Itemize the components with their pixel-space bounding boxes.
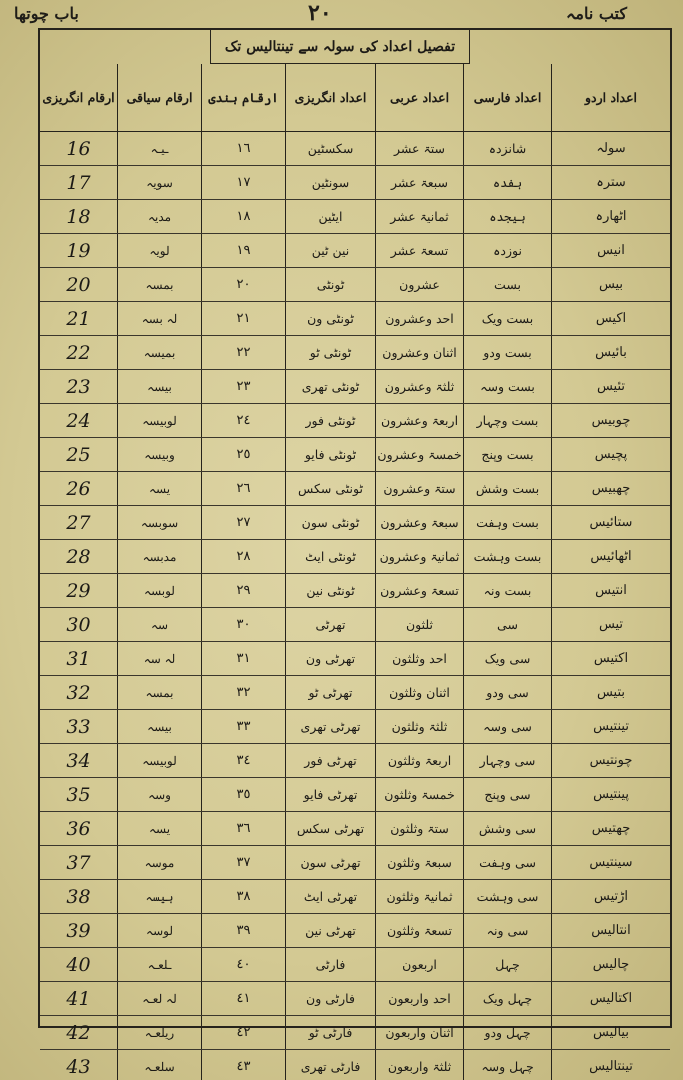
arabic-word-cell: تسعۃ عشر bbox=[376, 234, 464, 267]
hindi-numeral-cell: ٣٢ bbox=[202, 676, 286, 709]
arabic-word-cell: اثنان واربعون bbox=[376, 1016, 464, 1049]
hindi-numeral-cell: ٤٣ bbox=[202, 1050, 286, 1080]
siyaq-numeral-cell: بیسہ bbox=[118, 710, 202, 743]
hindi-numeral-cell: ٢٩ bbox=[202, 574, 286, 607]
english-word-cell: ٹونٹی فایو bbox=[286, 438, 376, 471]
arabic-word-cell: خمسۃ وثلثون bbox=[376, 778, 464, 811]
hindi-numeral-cell: ٣٦ bbox=[202, 812, 286, 845]
column-header-urdu-words: اعداد اردو bbox=[585, 90, 637, 105]
column-header-english-numerals: ارقام انگریزی bbox=[40, 64, 118, 131]
hindi-numeral-cell: ٢٢ bbox=[202, 336, 286, 369]
farsi-word-cell: سی وشش bbox=[464, 812, 552, 845]
english-numeral-cell: 17 bbox=[40, 166, 118, 199]
siyaq-numeral-cell: بمسہ bbox=[118, 676, 202, 709]
urdu-word-cell: چونتیس bbox=[589, 753, 633, 768]
urdu-word-cell: اکتالیس bbox=[589, 991, 633, 1006]
urdu-word-cell: بائیس bbox=[595, 345, 627, 360]
farsi-word-cell: سی ویک bbox=[464, 642, 552, 675]
siyaq-numeral-cell: لوبیسہ bbox=[118, 744, 202, 777]
urdu-word-cell: انیس bbox=[597, 243, 625, 258]
arabic-word-cell: اثنان وعشرون bbox=[376, 336, 464, 369]
table-row bbox=[40, 608, 670, 642]
siyaq-numeral-cell: لوبیسہ bbox=[118, 404, 202, 437]
siyaq-numeral-cell: ریلعـہ bbox=[118, 1016, 202, 1049]
urdu-word-cell: پچیس bbox=[594, 447, 628, 462]
arabic-word-cell: احد واربعون bbox=[376, 982, 464, 1015]
urdu-word-cell: تیس bbox=[598, 617, 624, 632]
table-body bbox=[40, 132, 670, 1080]
english-word-cell: فارٹی ٹو bbox=[286, 1016, 376, 1049]
farsi-word-cell: سی وچہار bbox=[464, 744, 552, 777]
column-header-hindi-numerals: ارقام ہندی bbox=[202, 64, 286, 131]
siyaq-numeral-cell: لویہ bbox=[118, 234, 202, 267]
siyaq-numeral-cell: ہیسہ bbox=[118, 880, 202, 913]
english-numeral-cell: 25 bbox=[40, 438, 118, 471]
hindi-numeral-cell: ٢٤ bbox=[202, 404, 286, 437]
english-word-cell: ٹونٹی سون bbox=[286, 506, 376, 539]
table-row bbox=[40, 540, 670, 574]
table-row bbox=[40, 472, 670, 506]
table-row bbox=[40, 268, 670, 302]
siyaq-numeral-cell: لوسہ bbox=[118, 914, 202, 947]
farsi-word-cell: بست وشش bbox=[464, 472, 552, 505]
urdu-word-cell: انتیس bbox=[595, 583, 627, 598]
siyaq-numeral-cell: یسہ bbox=[118, 472, 202, 505]
hindi-numeral-cell: ٤٢ bbox=[202, 1016, 286, 1049]
farsi-word-cell: سی وسہ bbox=[464, 710, 552, 743]
english-numeral-cell: 34 bbox=[40, 744, 118, 777]
english-numeral-cell: 31 bbox=[40, 642, 118, 675]
table-row bbox=[40, 370, 670, 404]
arabic-word-cell: احد وعشرون bbox=[376, 302, 464, 335]
siyaq-numeral-cell: سوبسہ bbox=[118, 506, 202, 539]
hindi-numeral-cell: ٢٠ bbox=[202, 268, 286, 301]
hindi-numeral-cell: ٢١ bbox=[202, 302, 286, 335]
arabic-word-cell: ثلثۃ وعشرون bbox=[376, 370, 464, 403]
urdu-word-cell: ستائیس bbox=[589, 515, 633, 530]
siyaq-numeral-cell: بیسہ bbox=[118, 370, 202, 403]
arabic-word-cell: ثلثۃ واربعون bbox=[376, 1050, 464, 1080]
hindi-numeral-cell: ٢٣ bbox=[202, 370, 286, 403]
farsi-word-cell: چہل ودو bbox=[464, 1016, 552, 1049]
english-numeral-cell: 30 bbox=[40, 608, 118, 641]
english-word-cell: ٹونٹی تھری bbox=[286, 370, 376, 403]
farsi-word-cell: بست ونہ bbox=[464, 574, 552, 607]
table-row bbox=[40, 302, 670, 336]
farsi-word-cell: بست وہشت bbox=[464, 540, 552, 573]
table-row bbox=[40, 948, 670, 982]
numbers-table bbox=[38, 28, 672, 1078]
arabic-word-cell: ثمانیۃ عشر bbox=[376, 200, 464, 233]
table-row bbox=[40, 642, 670, 676]
urdu-word-cell: چوبیس bbox=[591, 413, 631, 428]
urdu-word-cell: تینتالیس bbox=[589, 1059, 633, 1074]
urdu-word-cell: بیس bbox=[598, 277, 624, 292]
farsi-word-cell: بست ویک bbox=[464, 302, 552, 335]
table-row bbox=[40, 574, 670, 608]
farsi-word-cell: بست ودو bbox=[464, 336, 552, 369]
table-row bbox=[40, 506, 670, 540]
english-numeral-cell: 16 bbox=[40, 132, 118, 165]
hindi-numeral-cell: ١٨ bbox=[202, 200, 286, 233]
column-header-siyaq-numerals: ارقام سیاقی bbox=[118, 64, 202, 131]
siyaq-numeral-cell: موسہ bbox=[118, 846, 202, 879]
english-numeral-cell: 23 bbox=[40, 370, 118, 403]
english-word-cell: تھرٹی bbox=[286, 608, 376, 641]
farsi-word-cell: چہل وسہ bbox=[464, 1050, 552, 1080]
arabic-word-cell: ستۃ عشر bbox=[376, 132, 464, 165]
urdu-word-cell: چھتیس bbox=[591, 821, 631, 836]
english-word-cell: تھرٹی سون bbox=[286, 846, 376, 879]
farsi-word-cell: ہیجدہ bbox=[464, 200, 552, 233]
table-header-row bbox=[40, 64, 670, 132]
table-row bbox=[40, 200, 670, 234]
hindi-numeral-cell: ٢٧ bbox=[202, 506, 286, 539]
english-word-cell: سونٹین bbox=[286, 166, 376, 199]
urdu-word-cell: اٹھائیس bbox=[590, 549, 632, 564]
farsi-word-cell: بست وسہ bbox=[464, 370, 552, 403]
farsi-word-cell: سی ودو bbox=[464, 676, 552, 709]
siyaq-numeral-cell: یسہ bbox=[118, 812, 202, 845]
english-numeral-cell: 40 bbox=[40, 948, 118, 981]
table-row bbox=[40, 676, 670, 710]
urdu-word-cell: بیالیس bbox=[593, 1025, 629, 1040]
arabic-word-cell: ثلثۃ وثلثون bbox=[376, 710, 464, 743]
arabic-word-cell: ستۃ وثلثون bbox=[376, 812, 464, 845]
urdu-word-cell: تینتیس bbox=[593, 719, 629, 734]
urdu-word-cell: اکیس bbox=[595, 311, 627, 326]
siyaq-numeral-cell: سویہ bbox=[118, 166, 202, 199]
urdu-word-cell: تئیس bbox=[596, 379, 626, 394]
arabic-word-cell: سبعۃ وثلثون bbox=[376, 846, 464, 879]
hindi-numeral-cell: ٢٥ bbox=[202, 438, 286, 471]
siyaq-numeral-cell: بمیسہ bbox=[118, 336, 202, 369]
siyaq-numeral-cell: وسہ bbox=[118, 778, 202, 811]
english-word-cell: ٹونٹی ون bbox=[286, 302, 376, 335]
table-row bbox=[40, 234, 670, 268]
english-numeral-cell: 24 bbox=[40, 404, 118, 437]
arabic-word-cell: سبعۃ وعشرون bbox=[376, 506, 464, 539]
urdu-word-cell: چھبیس bbox=[591, 481, 631, 496]
urdu-word-cell: سترہ bbox=[596, 175, 626, 190]
english-word-cell: ٹونٹی نین bbox=[286, 574, 376, 607]
hindi-numeral-cell: ٣١ bbox=[202, 642, 286, 675]
hindi-numeral-cell: ٢٦ bbox=[202, 472, 286, 505]
table-title: تفصیل اعداد کی سولہ سے تینتالیس تک bbox=[210, 30, 470, 64]
siyaq-numeral-cell: ـلعـہ bbox=[118, 948, 202, 981]
english-word-cell: تھرٹی ٹو bbox=[286, 676, 376, 709]
farsi-word-cell: بست وچہار bbox=[464, 404, 552, 437]
urdu-word-cell: اڑتیس bbox=[594, 889, 629, 904]
english-numeral-cell: 19 bbox=[40, 234, 118, 267]
farsi-word-cell: سی وہفت bbox=[464, 846, 552, 879]
urdu-word-cell: انتالیس bbox=[591, 923, 631, 938]
column-header-arabic-words: اعداد عربی bbox=[376, 64, 464, 131]
table-row bbox=[40, 710, 670, 744]
english-numeral-cell: 27 bbox=[40, 506, 118, 539]
siyaq-numeral-cell: سہ bbox=[118, 608, 202, 641]
arabic-word-cell: خمسۃ وعشرون bbox=[376, 438, 464, 471]
english-word-cell: تھرٹی ایٹ bbox=[286, 880, 376, 913]
urdu-word-cell: سولہ bbox=[596, 141, 626, 156]
farsi-word-cell: بست bbox=[464, 268, 552, 301]
english-numeral-cell: 38 bbox=[40, 880, 118, 913]
english-word-cell: تھرٹی تھری bbox=[286, 710, 376, 743]
farsi-word-cell: چہل bbox=[464, 948, 552, 981]
siyaq-numeral-cell: ـیـہ bbox=[118, 132, 202, 165]
urdu-word-cell: سینتیس bbox=[589, 855, 633, 870]
arabic-word-cell: تسعۃ وعشرون bbox=[376, 574, 464, 607]
urdu-word-cell: اٹھارہ bbox=[595, 209, 627, 224]
english-word-cell: تھرٹی نین bbox=[286, 914, 376, 947]
table-row bbox=[40, 982, 670, 1016]
english-word-cell: تھرٹی ون bbox=[286, 642, 376, 675]
table-row bbox=[40, 880, 670, 914]
english-word-cell: نین ٹین bbox=[286, 234, 376, 267]
farsi-word-cell: بست وپنج bbox=[464, 438, 552, 471]
english-word-cell: ٹونٹی فور bbox=[286, 404, 376, 437]
english-numeral-cell: 35 bbox=[40, 778, 118, 811]
english-numeral-cell: 26 bbox=[40, 472, 118, 505]
table-row bbox=[40, 778, 670, 812]
siyaq-numeral-cell: مدبسہ bbox=[118, 540, 202, 573]
table-row bbox=[40, 166, 670, 200]
english-numeral-cell: 33 bbox=[40, 710, 118, 743]
farsi-word-cell: بست وہفت bbox=[464, 506, 552, 539]
table-row bbox=[40, 744, 670, 778]
arabic-word-cell: ستۃ وعشرون bbox=[376, 472, 464, 505]
english-numeral-cell: 28 bbox=[40, 540, 118, 573]
english-numeral-cell: 18 bbox=[40, 200, 118, 233]
farsi-word-cell: شانزدہ bbox=[464, 132, 552, 165]
farsi-word-cell: سی bbox=[464, 608, 552, 641]
arabic-word-cell: احد وثلثون bbox=[376, 642, 464, 675]
hindi-numeral-cell: ٢٨ bbox=[202, 540, 286, 573]
urdu-word-cell: بتیس bbox=[596, 685, 626, 700]
hindi-numeral-cell: ١٦ bbox=[202, 132, 286, 165]
siyaq-numeral-cell: مدیہ bbox=[118, 200, 202, 233]
hindi-numeral-cell: ٤١ bbox=[202, 982, 286, 1015]
farsi-word-cell: سی وپنج bbox=[464, 778, 552, 811]
chapter-heading: باب چوتھا bbox=[14, 4, 79, 23]
english-word-cell: ٹونٹی ٹو bbox=[286, 336, 376, 369]
arabic-word-cell: سبعۃ عشر bbox=[376, 166, 464, 199]
english-numeral-cell: 22 bbox=[40, 336, 118, 369]
english-word-cell: ٹونٹی bbox=[286, 268, 376, 301]
english-numeral-cell: 37 bbox=[40, 846, 118, 879]
english-numeral-cell: 42 bbox=[40, 1016, 118, 1049]
hindi-numeral-cell: ٣٥ bbox=[202, 778, 286, 811]
english-word-cell: سکسٹین bbox=[286, 132, 376, 165]
english-word-cell: تھرٹی سکس bbox=[286, 812, 376, 845]
english-word-cell: فارٹی ون bbox=[286, 982, 376, 1015]
arabic-word-cell: ثمانیۃ وعشرون bbox=[376, 540, 464, 573]
arabic-word-cell: تسعۃ وثلثون bbox=[376, 914, 464, 947]
table-row bbox=[40, 914, 670, 948]
english-numeral-cell: 43 bbox=[40, 1050, 118, 1080]
table-row bbox=[40, 846, 670, 880]
hindi-numeral-cell: ٣٠ bbox=[202, 608, 286, 641]
english-numeral-cell: 41 bbox=[40, 982, 118, 1015]
arabic-word-cell: ثلثون bbox=[376, 608, 464, 641]
farsi-word-cell: سی وہشت bbox=[464, 880, 552, 913]
english-numeral-cell: 29 bbox=[40, 574, 118, 607]
column-header-farsi-words: اعداد فارسی bbox=[464, 64, 552, 131]
english-numeral-cell: 32 bbox=[40, 676, 118, 709]
english-word-cell: فارٹی bbox=[286, 948, 376, 981]
table-row bbox=[40, 438, 670, 472]
siyaq-numeral-cell: بمسہ bbox=[118, 268, 202, 301]
page-number: ۲۰ bbox=[308, 0, 332, 26]
table-row bbox=[40, 1016, 670, 1050]
table-row bbox=[40, 132, 670, 166]
hindi-numeral-cell: ١٧ bbox=[202, 166, 286, 199]
hindi-numeral-cell: ٣٨ bbox=[202, 880, 286, 913]
book-title: کتب نامہ bbox=[566, 4, 627, 23]
hindi-numeral-cell: ٣٧ bbox=[202, 846, 286, 879]
english-numeral-cell: 21 bbox=[40, 302, 118, 335]
arabic-word-cell: اربعۃ وعشرون bbox=[376, 404, 464, 437]
english-word-cell: ایٹین bbox=[286, 200, 376, 233]
arabic-word-cell: عشرون bbox=[376, 268, 464, 301]
siyaq-numeral-cell: لہ لعـہ bbox=[118, 982, 202, 1015]
english-word-cell: تھرٹی فور bbox=[286, 744, 376, 777]
arabic-word-cell: اربعۃ وثلثون bbox=[376, 744, 464, 777]
arabic-word-cell: اربعون bbox=[376, 948, 464, 981]
arabic-word-cell: ثمانیۃ وثلثون bbox=[376, 880, 464, 913]
hindi-numeral-cell: ٣٤ bbox=[202, 744, 286, 777]
hindi-numeral-cell: ١٩ bbox=[202, 234, 286, 267]
english-numeral-cell: 39 bbox=[40, 914, 118, 947]
english-word-cell: ٹونٹی ایٹ bbox=[286, 540, 376, 573]
hindi-numeral-cell: ٣٣ bbox=[202, 710, 286, 743]
english-word-cell: ٹونٹی سکس bbox=[286, 472, 376, 505]
urdu-word-cell: پینتیس bbox=[593, 787, 629, 802]
hindi-numeral-cell: ٤٠ bbox=[202, 948, 286, 981]
english-numeral-cell: 20 bbox=[40, 268, 118, 301]
siyaq-numeral-cell: لہ سہ bbox=[118, 642, 202, 675]
farsi-word-cell: سی ونہ bbox=[464, 914, 552, 947]
farsi-word-cell: چہل ویک bbox=[464, 982, 552, 1015]
siyaq-numeral-cell: لہ بسہ bbox=[118, 302, 202, 335]
farsi-word-cell: ہفدہ bbox=[464, 166, 552, 199]
table-row bbox=[40, 1050, 670, 1080]
table-row bbox=[40, 336, 670, 370]
hindi-numeral-cell: ٣٩ bbox=[202, 914, 286, 947]
siyaq-numeral-cell: وبیسہ bbox=[118, 438, 202, 471]
english-word-cell: فارٹی تھری bbox=[286, 1050, 376, 1080]
farsi-word-cell: نوزدہ bbox=[464, 234, 552, 267]
table-row bbox=[40, 404, 670, 438]
urdu-word-cell: اکتیس bbox=[593, 651, 629, 666]
arabic-word-cell: اثنان وثلثون bbox=[376, 676, 464, 709]
urdu-word-cell: چالیس bbox=[592, 957, 630, 972]
siyaq-numeral-cell: لوبسہ bbox=[118, 574, 202, 607]
siyaq-numeral-cell: سلعـہ bbox=[118, 1050, 202, 1080]
english-numeral-cell: 36 bbox=[40, 812, 118, 845]
column-header-english-words: اعداد انگریزی bbox=[286, 64, 376, 131]
table-row bbox=[40, 812, 670, 846]
english-word-cell: تھرٹی فایو bbox=[286, 778, 376, 811]
